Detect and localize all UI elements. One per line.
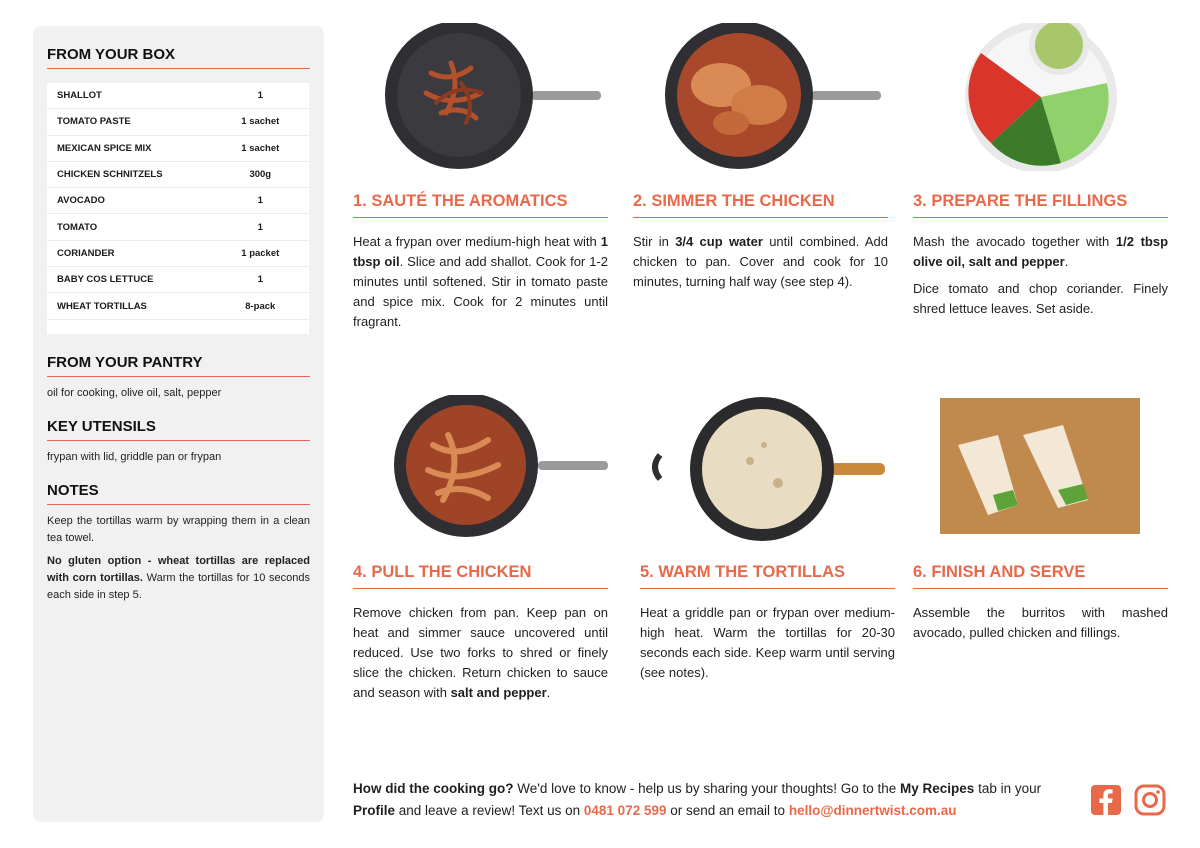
step-3 [913,22,1168,319]
step-1-title: 1. SAUTÉ THE AROMATICS [353,192,608,218]
phone-number-link[interactable]: 0481 072 599 [583,803,667,818]
step-paragraph: Dice tomato and chop coriander. Finely shred lettuce leaves. Set aside. [913,281,1168,316]
utensils-section [47,418,310,466]
notes-rest: Warm the tortillas for 10 seconds each side in step 5. [47,571,310,601]
step-paragraph [913,232,1168,272]
step-1-photo [353,22,608,172]
notes-bold: No gluten option - wheat tortillas are replaced with corn tortillas. [47,554,310,584]
email-link[interactable]: hello@dinnertwist.com.au [788,803,957,818]
pantry-text: oil for cooking, olive oil, salt, pepper [47,386,222,399]
ingredient-qty: 1 packet [241,247,280,259]
step-3-title: 3. PREPARE THE FILLINGS [913,192,1168,218]
notes-text-2 [47,553,310,604]
step-text: Remove chicken from pan. Keep pan on heat and simmer sauce uncovered until reduced. Use two forks to shred or finely slice the chicken. Return chicken to sauce and season with [353,605,608,700]
ingredient-qty: 1 [257,90,263,102]
step-text: Stir in [633,234,676,249]
footer-question: How did the cooking go? [353,781,514,796]
footer-text: and leave a review! Text us on [395,803,584,818]
ingredient-name: WHEAT TORTILLAS [57,300,147,312]
step-5-photo [640,395,895,541]
step-2 [633,22,888,292]
footer-text: or send an email to [666,803,789,818]
step-6-body [913,603,1168,643]
ingredient-row [47,188,309,214]
ingredient-qty: 1 [257,221,263,233]
step-bold: 1 tbsp oil [353,234,608,269]
footer-text: tab in your [974,781,1042,796]
profile-link[interactable]: Profile [353,803,396,818]
ingredient-row [47,267,309,293]
ingredients-sidebar [33,26,324,822]
ingredient-name: CHICKEN SCHNITZELS [57,169,163,181]
instagram-icon[interactable] [1134,784,1166,816]
ingredients-table [47,83,309,334]
step-6-photo [913,395,1168,541]
ingredient-qty: 1 sachet [241,116,280,128]
utensils-heading: KEY UTENSILS [47,418,310,441]
pantry-heading: FROM YOUR PANTRY [47,354,310,377]
ingredient-row [47,162,309,188]
ingredient-qty: 1 [257,195,263,207]
step-4-title: 4. PULL THE CHICKEN [353,563,608,589]
ingredient-qty: 1 [257,274,263,286]
ingredient-name: TOMATO [57,221,98,233]
ingredient-row [47,136,309,162]
step-1 [353,22,608,332]
step-6 [913,395,1168,643]
step-bold: 1/2 tbsp olive oil, salt and pepper [913,234,1169,269]
notes-section [47,482,310,604]
step-2-photo [633,22,888,172]
step-bold: 3/4 cup water [675,234,763,249]
ingredient-name: AVOCADO [57,195,105,207]
step-text: until combined. Add chicken to pan. Cover and cook for 10 minutes, turning half way (see step 4). [633,234,888,289]
ingredient-row [47,241,309,267]
step-4-photo [353,395,608,541]
feedback-footer [353,778,1073,822]
pantry-section [47,354,310,402]
ingredient-row [47,83,309,109]
step-2-body [633,232,888,292]
step-text: Heat a frypan over medium-high heat with [353,234,601,249]
utensils-text: frypan with lid, griddle pan or frypan [47,450,222,463]
ingredient-qty: 1 sachet [241,142,280,154]
ingredient-name: MEXICAN SPICE MIX [57,142,152,154]
step-1-body [353,232,608,332]
step-text: Mash the avocado together with [913,234,1116,249]
step-5-title: 5. WARM THE TORTILLAS [640,563,895,589]
ingredient-name: CORIANDER [57,247,115,259]
step-6-title: 6. FINISH AND SERVE [913,563,1168,589]
ingredient-row [47,293,309,319]
step-4-body [353,603,608,703]
step-text: Heat a griddle pan or frypan over medium-high heat. Warm the tortillas for 20-30 seconds each side. Keep warm until serving (see notes). [640,605,895,680]
step-4 [353,395,608,703]
notes-text-1: Keep the tortillas warm by wrapping them in a clean tea towel. [47,514,310,544]
step-text: . [546,685,551,700]
ingredient-row [47,109,309,135]
step-text: . Slice and add shallot. Cook for 1-2 minutes until softened. Stir in tomato paste and spice mix. Cook for 2 minutes until fragrant. [353,254,609,329]
ingredient-qty: 300g [249,169,272,181]
notes-heading: NOTES [47,482,310,505]
facebook-icon[interactable] [1090,784,1122,816]
ingredient-name: SHALLOT [57,90,102,102]
step-text: . [1064,254,1069,269]
step-5-body [640,603,895,683]
ingredient-name: TOMATO PASTE [57,116,131,128]
ingredient-name: BABY COS LETTUCE [57,274,154,286]
step-bold: salt and pepper [450,685,547,700]
step-text: Assemble the burritos with mashed avocado, pulled chicken and fillings. [913,605,1168,640]
footer-text: We'd love to know - help us by sharing your thoughts! Go to the [513,781,901,796]
step-2-title: 2. SIMMER THE CHICKEN [633,192,888,218]
my-recipes-link[interactable]: My Recipes [900,781,975,796]
step-5 [640,395,895,683]
step-3-photo [913,22,1168,172]
ingredient-row [47,214,309,240]
step-3-body [913,232,1168,319]
ingredient-qty: 8-pack [245,300,276,312]
from-your-box-heading: FROM YOUR BOX [47,46,310,69]
